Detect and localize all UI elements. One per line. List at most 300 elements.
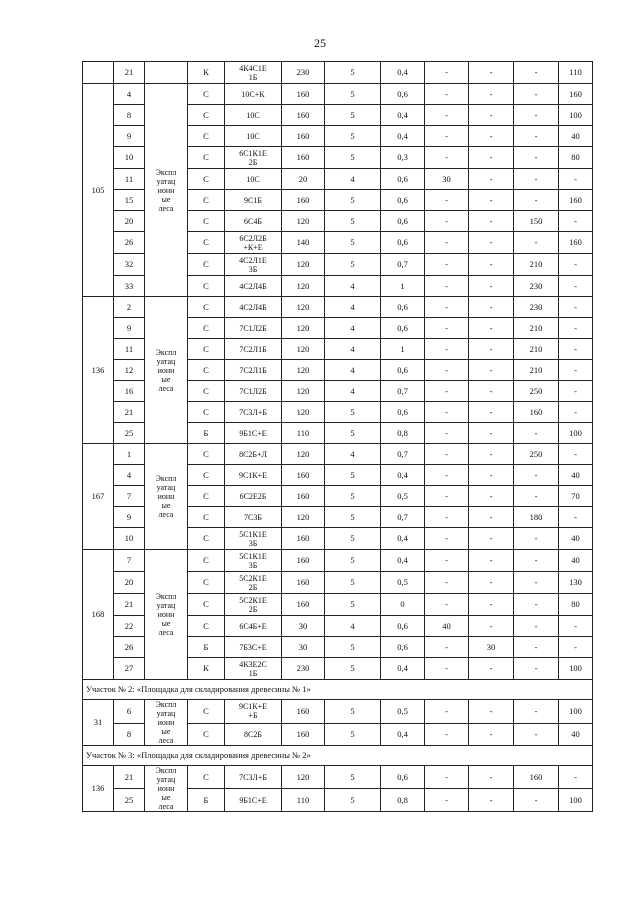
vydel-cell: 2	[114, 297, 145, 318]
vydel-cell: 7	[114, 486, 145, 507]
density-cell: 0,7	[381, 254, 425, 276]
vol4-cell: -	[559, 444, 593, 465]
vol2-cell: -	[469, 381, 514, 402]
composition-cell: 9С1Б	[225, 190, 282, 211]
vol2-cell: -	[469, 211, 514, 232]
age-cell: 160	[282, 572, 325, 594]
vol4-cell: 80	[559, 594, 593, 616]
species-cell: С	[188, 700, 225, 724]
vol4-cell: 70	[559, 486, 593, 507]
vol2-cell: -	[469, 190, 514, 211]
vol1-cell: -	[425, 147, 469, 169]
vydel-cell: 1	[114, 444, 145, 465]
vol3-cell: -	[514, 550, 559, 572]
bonitet-cell: 5	[325, 700, 381, 724]
age-cell: 160	[282, 528, 325, 550]
density-cell: 0,6	[381, 211, 425, 232]
bonitet-cell: 4	[325, 381, 381, 402]
vol1-cell: -	[425, 318, 469, 339]
vydel-cell: 21	[114, 766, 145, 789]
vol2-cell: -	[469, 507, 514, 528]
species-cell: Б	[188, 789, 225, 812]
bonitet-cell: 5	[325, 254, 381, 276]
species-cell: С	[188, 381, 225, 402]
vydel-cell: 10	[114, 147, 145, 169]
composition-cell: 7С1Л2Б	[225, 381, 282, 402]
bonitet-cell: 5	[325, 594, 381, 616]
bonitet-cell: 4	[325, 297, 381, 318]
age-cell: 160	[282, 105, 325, 126]
bonitet-cell: 5	[325, 190, 381, 211]
vol3-cell: 160	[514, 766, 559, 789]
vol3-cell: 230	[514, 297, 559, 318]
bonitet-cell: 5	[325, 126, 381, 147]
composition-cell: 10С	[225, 105, 282, 126]
species-cell: С	[188, 318, 225, 339]
age-cell: 140	[282, 232, 325, 254]
density-cell: 0,6	[381, 766, 425, 789]
species-cell: С	[188, 465, 225, 486]
density-cell: 0,6	[381, 360, 425, 381]
age-cell: 120	[282, 276, 325, 297]
species-cell: Б	[188, 637, 225, 658]
composition-cell: 4К3Е2С 1Б	[225, 658, 282, 680]
vol1-cell: -	[425, 723, 469, 745]
density-cell: 1	[381, 276, 425, 297]
bonitet-cell: 4	[325, 318, 381, 339]
composition-cell: 9Б1С+Е	[225, 423, 282, 444]
vol4-cell: 40	[559, 465, 593, 486]
vol4-cell: 100	[559, 105, 593, 126]
species-cell: С	[188, 232, 225, 254]
kvartal-cell: 105	[83, 84, 114, 297]
table-row	[83, 444, 593, 465]
vol3-cell: -	[514, 700, 559, 724]
vydel-cell: 4	[114, 84, 145, 105]
composition-cell: 7С3Б	[225, 507, 282, 528]
composition-cell: 7С3Л+Б	[225, 402, 282, 423]
vol2-cell: -	[469, 594, 514, 616]
vol2-cell: -	[469, 254, 514, 276]
vydel-cell: 22	[114, 616, 145, 637]
vol4-cell: -	[559, 211, 593, 232]
bonitet-cell: 5	[325, 550, 381, 572]
vol3-cell: -	[514, 62, 559, 84]
bonitet-cell: 4	[325, 169, 381, 190]
table-row	[83, 297, 593, 318]
density-cell: 0,6	[381, 169, 425, 190]
table-row	[83, 84, 593, 105]
vol1-cell: -	[425, 402, 469, 423]
density-cell: 1	[381, 339, 425, 360]
bonitet-cell: 5	[325, 465, 381, 486]
bonitet-cell: 5	[325, 637, 381, 658]
vol3-cell: -	[514, 616, 559, 637]
vydel-cell: 8	[114, 723, 145, 745]
species-cell: С	[188, 594, 225, 616]
composition-cell: 7С3Л+Б	[225, 766, 282, 789]
age-cell: 30	[282, 616, 325, 637]
age-cell: 160	[282, 700, 325, 724]
vol4-cell: 40	[559, 550, 593, 572]
bonitet-cell: 5	[325, 62, 381, 84]
age-cell: 120	[282, 297, 325, 318]
vol1-cell: -	[425, 528, 469, 550]
bonitet-cell: 5	[325, 211, 381, 232]
vol4-cell: 40	[559, 723, 593, 745]
composition-cell: 7Б3С+Е	[225, 637, 282, 658]
table-row	[83, 766, 593, 789]
age-cell: 110	[282, 789, 325, 812]
vol2-cell: -	[469, 318, 514, 339]
density-cell: 0	[381, 594, 425, 616]
vol3-cell: -	[514, 105, 559, 126]
vol2-cell: -	[469, 486, 514, 507]
vydel-cell: 20	[114, 211, 145, 232]
age-cell: 160	[282, 147, 325, 169]
vol4-cell: -	[559, 297, 593, 318]
species-cell: С	[188, 360, 225, 381]
vol4-cell: 110	[559, 62, 593, 84]
density-cell: 0,6	[381, 190, 425, 211]
composition-cell: 4С2Л4Б	[225, 276, 282, 297]
vol3-cell: -	[514, 528, 559, 550]
section-title: Участок № 2: «Площадка для складирования древесины № 1»	[83, 680, 593, 700]
bonitet-cell: 4	[325, 616, 381, 637]
kvartal-cell: 167	[83, 444, 114, 550]
kvartal-cell	[83, 62, 114, 84]
density-cell: 0,8	[381, 789, 425, 812]
bonitet-cell: 4	[325, 444, 381, 465]
forest-type-cell	[145, 62, 188, 84]
vol1-cell: -	[425, 232, 469, 254]
bonitet-cell: 4	[325, 276, 381, 297]
kvartal-cell: 136	[83, 297, 114, 444]
composition-cell: 5С2К1Е 2Б	[225, 572, 282, 594]
vol1-cell: 30	[425, 169, 469, 190]
vol4-cell: 100	[559, 789, 593, 812]
bonitet-cell: 5	[325, 147, 381, 169]
density-cell: 0,4	[381, 658, 425, 680]
vol3-cell: -	[514, 126, 559, 147]
vydel-cell: 26	[114, 637, 145, 658]
age-cell: 160	[282, 486, 325, 507]
age-cell: 230	[282, 62, 325, 84]
species-cell: С	[188, 169, 225, 190]
species-cell: К	[188, 62, 225, 84]
composition-cell: 10С+К	[225, 84, 282, 105]
vol1-cell: -	[425, 62, 469, 84]
vol2-cell: -	[469, 789, 514, 812]
vol1-cell: -	[425, 507, 469, 528]
vol1-cell: -	[425, 572, 469, 594]
forest-type-cell: Экспл уатац ионн ые леса	[145, 700, 188, 746]
composition-cell: 6С4Б+Е	[225, 616, 282, 637]
vol3-cell: 250	[514, 381, 559, 402]
vol4-cell: -	[559, 766, 593, 789]
composition-cell: 7С2Л1Б	[225, 339, 282, 360]
vydel-cell: 25	[114, 423, 145, 444]
vol1-cell: -	[425, 211, 469, 232]
vol2-cell: -	[469, 105, 514, 126]
age-cell: 160	[282, 190, 325, 211]
vol3-cell: 210	[514, 360, 559, 381]
table-body	[83, 62, 593, 812]
species-cell: С	[188, 723, 225, 745]
age-cell: 160	[282, 550, 325, 572]
species-cell: С	[188, 211, 225, 232]
bonitet-cell: 5	[325, 528, 381, 550]
vol1-cell: -	[425, 190, 469, 211]
density-cell: 0,4	[381, 528, 425, 550]
age-cell: 30	[282, 637, 325, 658]
vol1-cell: -	[425, 658, 469, 680]
vol4-cell: -	[559, 381, 593, 402]
density-cell: 0,5	[381, 572, 425, 594]
vol3-cell: -	[514, 789, 559, 812]
species-cell: Б	[188, 423, 225, 444]
vol3-cell: 160	[514, 402, 559, 423]
vydel-cell: 26	[114, 232, 145, 254]
vol3-cell: -	[514, 84, 559, 105]
vol3-cell: -	[514, 658, 559, 680]
vol1-cell: -	[425, 254, 469, 276]
vol3-cell: -	[514, 572, 559, 594]
vol2-cell: -	[469, 700, 514, 724]
vol4-cell: 130	[559, 572, 593, 594]
section-title: Участок № 3: «Площадка для складирования древесины № 2»	[83, 746, 593, 766]
vol1-cell: -	[425, 84, 469, 105]
vol3-cell: -	[514, 147, 559, 169]
vydel-cell: 21	[114, 594, 145, 616]
vol4-cell: 40	[559, 528, 593, 550]
composition-cell: 6С4Б	[225, 211, 282, 232]
density-cell: 0,4	[381, 465, 425, 486]
bonitet-cell: 5	[325, 789, 381, 812]
vol3-cell: 210	[514, 339, 559, 360]
composition-cell: 4С2Л1Е 3Б	[225, 254, 282, 276]
vol1-cell: -	[425, 594, 469, 616]
bonitet-cell: 4	[325, 339, 381, 360]
density-cell: 0,5	[381, 700, 425, 724]
vol2-cell: -	[469, 232, 514, 254]
bonitet-cell: 5	[325, 423, 381, 444]
vol2-cell: -	[469, 423, 514, 444]
composition-cell: 4К4С1Е 1Б	[225, 62, 282, 84]
vol4-cell: 100	[559, 658, 593, 680]
age-cell: 120	[282, 381, 325, 402]
vol1-cell: -	[425, 381, 469, 402]
composition-cell: 5С1К1Е 3Б	[225, 528, 282, 550]
vydel-cell: 11	[114, 169, 145, 190]
vydel-cell: 20	[114, 572, 145, 594]
table-row	[83, 62, 593, 84]
age-cell: 120	[282, 339, 325, 360]
age-cell: 230	[282, 658, 325, 680]
bonitet-cell: 5	[325, 402, 381, 423]
density-cell: 0,4	[381, 550, 425, 572]
vydel-cell: 15	[114, 190, 145, 211]
page-number: 25	[314, 36, 326, 50]
vol4-cell: 80	[559, 147, 593, 169]
vol4-cell: -	[559, 507, 593, 528]
bonitet-cell: 5	[325, 766, 381, 789]
vol3-cell: -	[514, 486, 559, 507]
density-cell: 0,4	[381, 126, 425, 147]
species-cell: С	[188, 339, 225, 360]
vol4-cell: -	[559, 254, 593, 276]
vol4-cell: -	[559, 339, 593, 360]
vol4-cell: -	[559, 637, 593, 658]
vydel-cell: 9	[114, 126, 145, 147]
species-cell: С	[188, 126, 225, 147]
vol1-cell: -	[425, 789, 469, 812]
species-cell: С	[188, 105, 225, 126]
vol2-cell: -	[469, 572, 514, 594]
forest-type-cell: Экспл уатац ионн ые леса	[145, 297, 188, 444]
vol2-cell: -	[469, 276, 514, 297]
vydel-cell: 27	[114, 658, 145, 680]
age-cell: 160	[282, 84, 325, 105]
vol1-cell: -	[425, 423, 469, 444]
bonitet-cell: 5	[325, 507, 381, 528]
vydel-cell: 12	[114, 360, 145, 381]
composition-cell: 7С1Л2Б	[225, 318, 282, 339]
composition-cell: 4С2Л4Б	[225, 297, 282, 318]
vol3-cell: -	[514, 190, 559, 211]
vol3-cell: 210	[514, 254, 559, 276]
vol4-cell: -	[559, 402, 593, 423]
vol2-cell: -	[469, 766, 514, 789]
vol3-cell: 210	[514, 318, 559, 339]
species-cell: С	[188, 190, 225, 211]
vol1-cell: -	[425, 766, 469, 789]
species-cell: С	[188, 402, 225, 423]
kvartal-cell: 31	[83, 700, 114, 746]
table-row	[83, 700, 593, 724]
forest-inventory-table	[82, 61, 593, 812]
vol1-cell: -	[425, 276, 469, 297]
vydel-cell: 11	[114, 339, 145, 360]
vol2-cell: -	[469, 658, 514, 680]
vol2-cell: -	[469, 147, 514, 169]
species-cell: С	[188, 528, 225, 550]
vol1-cell: -	[425, 700, 469, 724]
density-cell: 0,6	[381, 232, 425, 254]
age-cell: 160	[282, 126, 325, 147]
vol3-cell: 230	[514, 276, 559, 297]
vol2-cell: -	[469, 339, 514, 360]
vol1-cell: -	[425, 465, 469, 486]
composition-cell: 10С	[225, 169, 282, 190]
forest-type-cell: Экспл уатац ионн ые леса	[145, 550, 188, 680]
density-cell: 0,6	[381, 297, 425, 318]
vol1-cell: -	[425, 360, 469, 381]
species-cell: С	[188, 486, 225, 507]
age-cell: 160	[282, 723, 325, 745]
bonitet-cell: 5	[325, 658, 381, 680]
species-cell: С	[188, 147, 225, 169]
vol4-cell: -	[559, 276, 593, 297]
section-title-row	[83, 680, 593, 700]
species-cell: С	[188, 254, 225, 276]
vol3-cell: 180	[514, 507, 559, 528]
vol1-cell: -	[425, 339, 469, 360]
composition-cell: 6С1К1Е 2Б	[225, 147, 282, 169]
vol1-cell: -	[425, 297, 469, 318]
density-cell: 0,3	[381, 147, 425, 169]
forest-type-cell: Экспл уатац ионн ые леса	[145, 766, 188, 812]
vydel-cell: 25	[114, 789, 145, 812]
vol4-cell: -	[559, 360, 593, 381]
vol4-cell: 40	[559, 126, 593, 147]
species-cell: С	[188, 616, 225, 637]
vol4-cell: 160	[559, 84, 593, 105]
vol1-cell: -	[425, 126, 469, 147]
vol1-cell: 40	[425, 616, 469, 637]
vol3-cell: 150	[514, 211, 559, 232]
vol2-cell: -	[469, 402, 514, 423]
density-cell: 0,7	[381, 507, 425, 528]
vol1-cell: -	[425, 444, 469, 465]
vol3-cell: -	[514, 232, 559, 254]
species-cell: С	[188, 297, 225, 318]
vol4-cell: 100	[559, 423, 593, 444]
density-cell: 0,6	[381, 318, 425, 339]
bonitet-cell: 5	[325, 572, 381, 594]
age-cell: 160	[282, 465, 325, 486]
age-cell: 120	[282, 211, 325, 232]
vydel-cell: 6	[114, 700, 145, 724]
density-cell: 0,6	[381, 84, 425, 105]
age-cell: 160	[282, 594, 325, 616]
bonitet-cell: 5	[325, 486, 381, 507]
age-cell: 120	[282, 254, 325, 276]
vol4-cell: 160	[559, 232, 593, 254]
vol2-cell: -	[469, 126, 514, 147]
density-cell: 0,6	[381, 637, 425, 658]
vol3-cell: -	[514, 423, 559, 444]
composition-cell: 9С1К+Е +Б	[225, 700, 282, 724]
composition-cell: 5С1К1Е 3Б	[225, 550, 282, 572]
species-cell: С	[188, 507, 225, 528]
vol2-cell: -	[469, 62, 514, 84]
vol4-cell: -	[559, 616, 593, 637]
vol2-cell: -	[469, 528, 514, 550]
composition-cell: 8С2Б	[225, 723, 282, 745]
vol1-cell: -	[425, 105, 469, 126]
species-cell: С	[188, 572, 225, 594]
bonitet-cell: 5	[325, 105, 381, 126]
vol4-cell: -	[559, 318, 593, 339]
vol2-cell: -	[469, 465, 514, 486]
age-cell: 120	[282, 318, 325, 339]
vol4-cell: -	[559, 169, 593, 190]
density-cell: 0,7	[381, 381, 425, 402]
vydel-cell: 8	[114, 105, 145, 126]
composition-cell: 5С2К1Е 2Б	[225, 594, 282, 616]
vol3-cell: 250	[514, 444, 559, 465]
vol2-cell: -	[469, 444, 514, 465]
vol2-cell: -	[469, 550, 514, 572]
species-cell: С	[188, 444, 225, 465]
composition-cell: 7С2Л1Б	[225, 360, 282, 381]
density-cell: 0,4	[381, 105, 425, 126]
vydel-cell: 21	[114, 402, 145, 423]
forest-type-cell: Экспл уатац ионн ые леса	[145, 444, 188, 550]
age-cell: 120	[282, 402, 325, 423]
composition-cell: 9С1К+Е	[225, 465, 282, 486]
